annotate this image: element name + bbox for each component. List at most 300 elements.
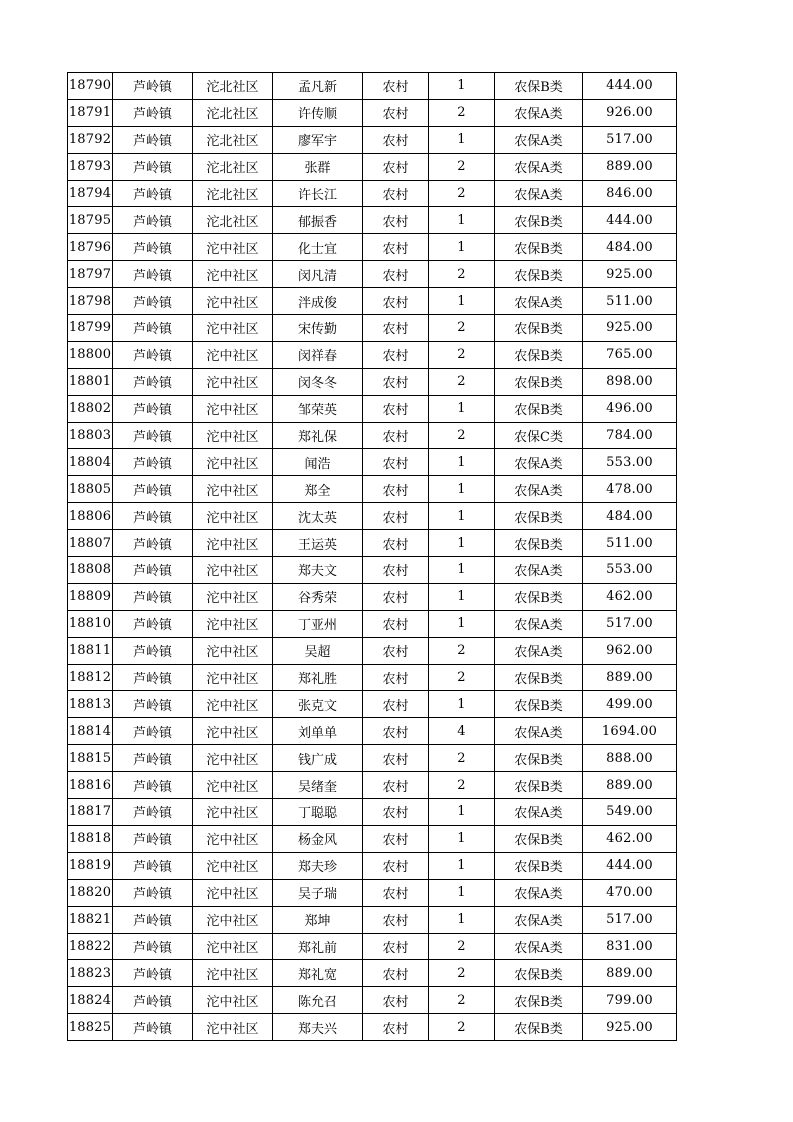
household-count-cell: 1 bbox=[429, 583, 495, 610]
area-type-cell: 农村 bbox=[363, 610, 429, 637]
household-count-cell: 1 bbox=[429, 395, 495, 422]
table-row bbox=[68, 99, 677, 126]
area-type-cell: 农村 bbox=[363, 1014, 429, 1041]
community-cell: 沱中社区 bbox=[193, 315, 273, 342]
serial-number-cell: 18816 bbox=[68, 772, 113, 799]
town-cell: 芦岭镇 bbox=[113, 73, 193, 100]
area-type-cell: 农村 bbox=[363, 799, 429, 826]
household-count-cell: 1 bbox=[429, 503, 495, 530]
name-cell: 闵祥春 bbox=[273, 341, 363, 368]
amount-cell: 889.00 bbox=[583, 960, 677, 987]
area-type-cell: 农村 bbox=[363, 745, 429, 772]
town-cell: 芦岭镇 bbox=[113, 879, 193, 906]
area-type-cell: 农村 bbox=[363, 664, 429, 691]
amount-cell: 925.00 bbox=[583, 1014, 677, 1041]
serial-number-cell: 18815 bbox=[68, 745, 113, 772]
area-type-cell: 农村 bbox=[363, 933, 429, 960]
name-cell: 郑夫文 bbox=[273, 557, 363, 584]
community-cell: 沱中社区 bbox=[193, 395, 273, 422]
name-cell: 吴绪奎 bbox=[273, 772, 363, 799]
town-cell: 芦岭镇 bbox=[113, 852, 193, 879]
household-count-cell: 2 bbox=[429, 772, 495, 799]
category-cell: 农保A类 bbox=[495, 126, 583, 153]
category-cell: 农保B类 bbox=[495, 234, 583, 261]
area-type-cell: 农村 bbox=[363, 207, 429, 234]
household-count-cell: 2 bbox=[429, 153, 495, 180]
serial-number-cell: 18817 bbox=[68, 799, 113, 826]
records-table bbox=[67, 72, 677, 1041]
town-cell: 芦岭镇 bbox=[113, 395, 193, 422]
area-type-cell: 农村 bbox=[363, 99, 429, 126]
table-row bbox=[68, 772, 677, 799]
name-cell: 郑全 bbox=[273, 476, 363, 503]
area-type-cell: 农村 bbox=[363, 503, 429, 530]
community-cell: 沱中社区 bbox=[193, 691, 273, 718]
table-row bbox=[68, 476, 677, 503]
serial-number-cell: 18811 bbox=[68, 637, 113, 664]
household-count-cell: 2 bbox=[429, 341, 495, 368]
town-cell: 芦岭镇 bbox=[113, 180, 193, 207]
table-row bbox=[68, 825, 677, 852]
town-cell: 芦岭镇 bbox=[113, 825, 193, 852]
amount-cell: 784.00 bbox=[583, 422, 677, 449]
table-row bbox=[68, 368, 677, 395]
area-type-cell: 农村 bbox=[363, 395, 429, 422]
town-cell: 芦岭镇 bbox=[113, 960, 193, 987]
category-cell: 农保B类 bbox=[495, 852, 583, 879]
name-cell: 谷秀荣 bbox=[273, 583, 363, 610]
town-cell: 芦岭镇 bbox=[113, 315, 193, 342]
category-cell: 农保A类 bbox=[495, 476, 583, 503]
serial-number-cell: 18814 bbox=[68, 718, 113, 745]
household-count-cell: 4 bbox=[429, 718, 495, 745]
household-count-cell: 1 bbox=[429, 449, 495, 476]
category-cell: 农保B类 bbox=[495, 73, 583, 100]
table-row bbox=[68, 745, 677, 772]
serial-number-cell: 18805 bbox=[68, 476, 113, 503]
household-count-cell: 2 bbox=[429, 960, 495, 987]
town-cell: 芦岭镇 bbox=[113, 637, 193, 664]
town-cell: 芦岭镇 bbox=[113, 745, 193, 772]
community-cell: 沱中社区 bbox=[193, 234, 273, 261]
category-cell: 农保B类 bbox=[495, 368, 583, 395]
name-cell: 张群 bbox=[273, 153, 363, 180]
serial-number-cell: 18825 bbox=[68, 1014, 113, 1041]
household-count-cell: 1 bbox=[429, 825, 495, 852]
household-count-cell: 1 bbox=[429, 476, 495, 503]
category-cell: 农保A类 bbox=[495, 718, 583, 745]
amount-cell: 444.00 bbox=[583, 207, 677, 234]
area-type-cell: 农村 bbox=[363, 879, 429, 906]
area-type-cell: 农村 bbox=[363, 557, 429, 584]
table-row bbox=[68, 637, 677, 664]
town-cell: 芦岭镇 bbox=[113, 234, 193, 261]
community-cell: 沱中社区 bbox=[193, 852, 273, 879]
category-cell: 农保B类 bbox=[495, 691, 583, 718]
household-count-cell: 2 bbox=[429, 637, 495, 664]
community-cell: 沱中社区 bbox=[193, 879, 273, 906]
category-cell: 农保B类 bbox=[495, 207, 583, 234]
amount-cell: 499.00 bbox=[583, 691, 677, 718]
category-cell: 农保B类 bbox=[495, 960, 583, 987]
table-row bbox=[68, 153, 677, 180]
amount-cell: 765.00 bbox=[583, 341, 677, 368]
community-cell: 沱中社区 bbox=[193, 449, 273, 476]
area-type-cell: 农村 bbox=[363, 583, 429, 610]
serial-number-cell: 18792 bbox=[68, 126, 113, 153]
name-cell: 刘单单 bbox=[273, 718, 363, 745]
town-cell: 芦岭镇 bbox=[113, 906, 193, 933]
table-row bbox=[68, 422, 677, 449]
area-type-cell: 农村 bbox=[363, 718, 429, 745]
town-cell: 芦岭镇 bbox=[113, 610, 193, 637]
household-count-cell: 1 bbox=[429, 852, 495, 879]
area-type-cell: 农村 bbox=[363, 825, 429, 852]
area-type-cell: 农村 bbox=[363, 341, 429, 368]
area-type-cell: 农村 bbox=[363, 368, 429, 395]
community-cell: 沱中社区 bbox=[193, 503, 273, 530]
amount-cell: 925.00 bbox=[583, 261, 677, 288]
name-cell: 郑坤 bbox=[273, 906, 363, 933]
area-type-cell: 农村 bbox=[363, 852, 429, 879]
name-cell: 郑夫珍 bbox=[273, 852, 363, 879]
area-type-cell: 农村 bbox=[363, 530, 429, 557]
area-type-cell: 农村 bbox=[363, 153, 429, 180]
category-cell: 农保B类 bbox=[495, 745, 583, 772]
serial-number-cell: 18822 bbox=[68, 933, 113, 960]
serial-number-cell: 18796 bbox=[68, 234, 113, 261]
community-cell: 沱中社区 bbox=[193, 906, 273, 933]
area-type-cell: 农村 bbox=[363, 960, 429, 987]
table-row bbox=[68, 288, 677, 315]
name-cell: 郑礼宽 bbox=[273, 960, 363, 987]
area-type-cell: 农村 bbox=[363, 73, 429, 100]
serial-number-cell: 18797 bbox=[68, 261, 113, 288]
area-type-cell: 农村 bbox=[363, 637, 429, 664]
amount-cell: 444.00 bbox=[583, 852, 677, 879]
amount-cell: 478.00 bbox=[583, 476, 677, 503]
category-cell: 农保B类 bbox=[495, 664, 583, 691]
amount-cell: 517.00 bbox=[583, 610, 677, 637]
name-cell: 沈太英 bbox=[273, 503, 363, 530]
amount-cell: 462.00 bbox=[583, 825, 677, 852]
household-count-cell: 2 bbox=[429, 745, 495, 772]
name-cell: 杨金风 bbox=[273, 825, 363, 852]
name-cell: 郑夫兴 bbox=[273, 1014, 363, 1041]
category-cell: 农保B类 bbox=[495, 825, 583, 852]
table-row bbox=[68, 691, 677, 718]
town-cell: 芦岭镇 bbox=[113, 207, 193, 234]
household-count-cell: 1 bbox=[429, 207, 495, 234]
community-cell: 沱中社区 bbox=[193, 341, 273, 368]
community-cell: 沱北社区 bbox=[193, 153, 273, 180]
name-cell: 郑礼保 bbox=[273, 422, 363, 449]
category-cell: 农保B类 bbox=[495, 261, 583, 288]
name-cell: 钱广成 bbox=[273, 745, 363, 772]
table-row bbox=[68, 557, 677, 584]
category-cell: 农保A类 bbox=[495, 799, 583, 826]
serial-number-cell: 18821 bbox=[68, 906, 113, 933]
area-type-cell: 农村 bbox=[363, 315, 429, 342]
amount-cell: 553.00 bbox=[583, 557, 677, 584]
household-count-cell: 1 bbox=[429, 126, 495, 153]
town-cell: 芦岭镇 bbox=[113, 691, 193, 718]
name-cell: 泮成俊 bbox=[273, 288, 363, 315]
name-cell: 许传顺 bbox=[273, 99, 363, 126]
table-row bbox=[68, 315, 677, 342]
name-cell: 许长江 bbox=[273, 180, 363, 207]
amount-cell: 926.00 bbox=[583, 99, 677, 126]
category-cell: 农保A类 bbox=[495, 153, 583, 180]
amount-cell: 496.00 bbox=[583, 395, 677, 422]
name-cell: 王运英 bbox=[273, 530, 363, 557]
serial-number-cell: 18793 bbox=[68, 153, 113, 180]
name-cell: 丁亚州 bbox=[273, 610, 363, 637]
community-cell: 沱北社区 bbox=[193, 180, 273, 207]
amount-cell: 888.00 bbox=[583, 745, 677, 772]
town-cell: 芦岭镇 bbox=[113, 933, 193, 960]
table-row bbox=[68, 234, 677, 261]
serial-number-cell: 18790 bbox=[68, 73, 113, 100]
serial-number-cell: 18820 bbox=[68, 879, 113, 906]
table-row bbox=[68, 987, 677, 1014]
name-cell: 孟凡新 bbox=[273, 73, 363, 100]
town-cell: 芦岭镇 bbox=[113, 368, 193, 395]
household-count-cell: 2 bbox=[429, 664, 495, 691]
household-count-cell: 2 bbox=[429, 261, 495, 288]
town-cell: 芦岭镇 bbox=[113, 126, 193, 153]
category-cell: 农保B类 bbox=[495, 987, 583, 1014]
amount-cell: 846.00 bbox=[583, 180, 677, 207]
community-cell: 沱中社区 bbox=[193, 368, 273, 395]
name-cell: 廖军宇 bbox=[273, 126, 363, 153]
name-cell: 闵冬冬 bbox=[273, 368, 363, 395]
amount-cell: 517.00 bbox=[583, 906, 677, 933]
community-cell: 沱中社区 bbox=[193, 476, 273, 503]
category-cell: 农保B类 bbox=[495, 530, 583, 557]
area-type-cell: 农村 bbox=[363, 261, 429, 288]
household-count-cell: 2 bbox=[429, 933, 495, 960]
town-cell: 芦岭镇 bbox=[113, 99, 193, 126]
name-cell: 化士宜 bbox=[273, 234, 363, 261]
amount-cell: 925.00 bbox=[583, 315, 677, 342]
table-row bbox=[68, 180, 677, 207]
household-count-cell: 2 bbox=[429, 987, 495, 1014]
area-type-cell: 农村 bbox=[363, 772, 429, 799]
community-cell: 沱中社区 bbox=[193, 610, 273, 637]
amount-cell: 1694.00 bbox=[583, 718, 677, 745]
community-cell: 沱中社区 bbox=[193, 1014, 273, 1041]
town-cell: 芦岭镇 bbox=[113, 449, 193, 476]
category-cell: 农保A类 bbox=[495, 879, 583, 906]
area-type-cell: 农村 bbox=[363, 449, 429, 476]
town-cell: 芦岭镇 bbox=[113, 583, 193, 610]
area-type-cell: 农村 bbox=[363, 906, 429, 933]
name-cell: 郁振香 bbox=[273, 207, 363, 234]
community-cell: 沱中社区 bbox=[193, 530, 273, 557]
community-cell: 沱中社区 bbox=[193, 288, 273, 315]
town-cell: 芦岭镇 bbox=[113, 288, 193, 315]
household-count-cell: 2 bbox=[429, 368, 495, 395]
household-count-cell: 2 bbox=[429, 180, 495, 207]
amount-cell: 444.00 bbox=[583, 73, 677, 100]
amount-cell: 889.00 bbox=[583, 772, 677, 799]
town-cell: 芦岭镇 bbox=[113, 261, 193, 288]
category-cell: 农保B类 bbox=[495, 395, 583, 422]
table-row bbox=[68, 126, 677, 153]
category-cell: 农保A类 bbox=[495, 610, 583, 637]
community-cell: 沱中社区 bbox=[193, 745, 273, 772]
name-cell: 吴子瑞 bbox=[273, 879, 363, 906]
serial-number-cell: 18813 bbox=[68, 691, 113, 718]
community-cell: 沱北社区 bbox=[193, 99, 273, 126]
table-row bbox=[68, 799, 677, 826]
community-cell: 沱北社区 bbox=[193, 207, 273, 234]
serial-number-cell: 18809 bbox=[68, 583, 113, 610]
community-cell: 沱中社区 bbox=[193, 637, 273, 664]
amount-cell: 517.00 bbox=[583, 126, 677, 153]
serial-number-cell: 18824 bbox=[68, 987, 113, 1014]
table-row bbox=[68, 449, 677, 476]
household-count-cell: 2 bbox=[429, 422, 495, 449]
category-cell: 农保A类 bbox=[495, 449, 583, 476]
name-cell: 郑礼前 bbox=[273, 933, 363, 960]
serial-number-cell: 18795 bbox=[68, 207, 113, 234]
town-cell: 芦岭镇 bbox=[113, 1014, 193, 1041]
category-cell: 农保A类 bbox=[495, 288, 583, 315]
household-count-cell: 1 bbox=[429, 73, 495, 100]
community-cell: 沱中社区 bbox=[193, 557, 273, 584]
name-cell: 丁聪聪 bbox=[273, 799, 363, 826]
serial-number-cell: 18798 bbox=[68, 288, 113, 315]
household-count-cell: 2 bbox=[429, 99, 495, 126]
category-cell: 农保B类 bbox=[495, 583, 583, 610]
serial-number-cell: 18810 bbox=[68, 610, 113, 637]
amount-cell: 889.00 bbox=[583, 153, 677, 180]
name-cell: 邹荣英 bbox=[273, 395, 363, 422]
name-cell: 张克文 bbox=[273, 691, 363, 718]
serial-number-cell: 18823 bbox=[68, 960, 113, 987]
community-cell: 沱中社区 bbox=[193, 718, 273, 745]
category-cell: 农保B类 bbox=[495, 1014, 583, 1041]
town-cell: 芦岭镇 bbox=[113, 799, 193, 826]
table-row bbox=[68, 906, 677, 933]
table-row bbox=[68, 583, 677, 610]
table-row bbox=[68, 718, 677, 745]
community-cell: 沱中社区 bbox=[193, 772, 273, 799]
serial-number-cell: 18799 bbox=[68, 315, 113, 342]
name-cell: 陈允召 bbox=[273, 987, 363, 1014]
table-row bbox=[68, 207, 677, 234]
category-cell: 农保A类 bbox=[495, 906, 583, 933]
serial-number-cell: 18802 bbox=[68, 395, 113, 422]
household-count-cell: 1 bbox=[429, 530, 495, 557]
amount-cell: 898.00 bbox=[583, 368, 677, 395]
household-count-cell: 1 bbox=[429, 288, 495, 315]
community-cell: 沱北社区 bbox=[193, 73, 273, 100]
serial-number-cell: 18808 bbox=[68, 557, 113, 584]
serial-number-cell: 18803 bbox=[68, 422, 113, 449]
serial-number-cell: 18794 bbox=[68, 180, 113, 207]
town-cell: 芦岭镇 bbox=[113, 341, 193, 368]
community-cell: 沱中社区 bbox=[193, 422, 273, 449]
name-cell: 宋传勤 bbox=[273, 315, 363, 342]
serial-number-cell: 18791 bbox=[68, 99, 113, 126]
household-count-cell: 1 bbox=[429, 879, 495, 906]
amount-cell: 484.00 bbox=[583, 234, 677, 261]
serial-number-cell: 18800 bbox=[68, 341, 113, 368]
category-cell: 农保C类 bbox=[495, 422, 583, 449]
category-cell: 农保B类 bbox=[495, 341, 583, 368]
name-cell: 闻浩 bbox=[273, 449, 363, 476]
serial-number-cell: 18819 bbox=[68, 852, 113, 879]
household-count-cell: 2 bbox=[429, 315, 495, 342]
category-cell: 农保B类 bbox=[495, 315, 583, 342]
amount-cell: 462.00 bbox=[583, 583, 677, 610]
serial-number-cell: 18806 bbox=[68, 503, 113, 530]
serial-number-cell: 18812 bbox=[68, 664, 113, 691]
household-count-cell: 1 bbox=[429, 799, 495, 826]
table-row bbox=[68, 933, 677, 960]
town-cell: 芦岭镇 bbox=[113, 476, 193, 503]
area-type-cell: 农村 bbox=[363, 691, 429, 718]
household-count-cell: 1 bbox=[429, 234, 495, 261]
table-row bbox=[68, 664, 677, 691]
amount-cell: 553.00 bbox=[583, 449, 677, 476]
town-cell: 芦岭镇 bbox=[113, 772, 193, 799]
serial-number-cell: 18801 bbox=[68, 368, 113, 395]
amount-cell: 831.00 bbox=[583, 933, 677, 960]
household-count-cell: 1 bbox=[429, 610, 495, 637]
town-cell: 芦岭镇 bbox=[113, 422, 193, 449]
town-cell: 芦岭镇 bbox=[113, 557, 193, 584]
amount-cell: 470.00 bbox=[583, 879, 677, 906]
amount-cell: 549.00 bbox=[583, 799, 677, 826]
community-cell: 沱北社区 bbox=[193, 126, 273, 153]
amount-cell: 799.00 bbox=[583, 987, 677, 1014]
amount-cell: 511.00 bbox=[583, 530, 677, 557]
area-type-cell: 农村 bbox=[363, 422, 429, 449]
table-row bbox=[68, 530, 677, 557]
community-cell: 沱中社区 bbox=[193, 960, 273, 987]
table-row bbox=[68, 960, 677, 987]
community-cell: 沱中社区 bbox=[193, 933, 273, 960]
category-cell: 农保B类 bbox=[495, 503, 583, 530]
household-count-cell: 1 bbox=[429, 906, 495, 933]
table-row bbox=[68, 879, 677, 906]
category-cell: 农保A类 bbox=[495, 637, 583, 664]
name-cell: 郑礼胜 bbox=[273, 664, 363, 691]
amount-cell: 484.00 bbox=[583, 503, 677, 530]
serial-number-cell: 18818 bbox=[68, 825, 113, 852]
amount-cell: 962.00 bbox=[583, 637, 677, 664]
town-cell: 芦岭镇 bbox=[113, 503, 193, 530]
community-cell: 沱中社区 bbox=[193, 825, 273, 852]
household-count-cell: 2 bbox=[429, 1014, 495, 1041]
household-count-cell: 1 bbox=[429, 691, 495, 718]
community-cell: 沱中社区 bbox=[193, 987, 273, 1014]
community-cell: 沱中社区 bbox=[193, 583, 273, 610]
table-row bbox=[68, 341, 677, 368]
area-type-cell: 农村 bbox=[363, 180, 429, 207]
table-row bbox=[68, 73, 677, 100]
area-type-cell: 农村 bbox=[363, 288, 429, 315]
category-cell: 农保A类 bbox=[495, 180, 583, 207]
town-cell: 芦岭镇 bbox=[113, 718, 193, 745]
amount-cell: 511.00 bbox=[583, 288, 677, 315]
name-cell: 吴超 bbox=[273, 637, 363, 664]
table-body bbox=[68, 73, 677, 1041]
